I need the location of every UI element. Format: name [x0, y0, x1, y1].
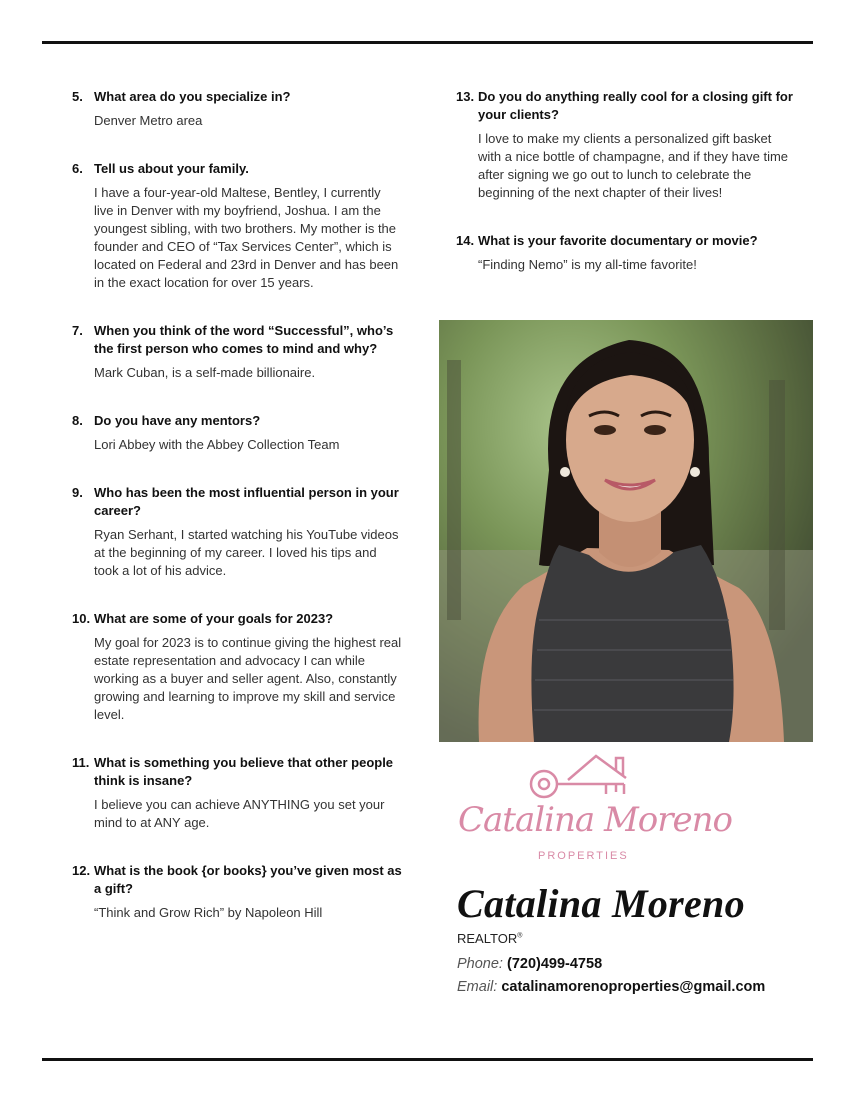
agent-name: Catalina Moreno	[457, 881, 745, 926]
answer: I love to make my clients a personalized gift basket with a nice bottle of champagne, and if they have time after signing we go out to lunch to celebrate the beginning of the next chapter of their lives!	[478, 131, 789, 200]
question-number: 11.	[72, 755, 90, 770]
question-text: Do you have any mentors?	[94, 413, 261, 428]
question-number: 7.	[72, 323, 83, 338]
question	[72, 88, 402, 106]
question-number: 6.	[72, 161, 83, 176]
question-number: 14.	[456, 233, 475, 248]
question-text: Tell us about your family.	[94, 161, 249, 176]
question-number: 5.	[72, 89, 83, 104]
answer: I have a four-year-old Maltese, Bentley, I currently live in Denver with my boyfriend, Joshua. I am the youngest sibling, with two brothers. My mother is the founder and CEO of “Tax Services Center”, which is located on Federal and 23rd in Denver and has been in the exact location for over 15 years.	[94, 185, 399, 290]
question-text: Do you do anything really cool for a closing gift for your clients?	[478, 89, 793, 122]
answer: “Think and Grow Rich” by Napoleon Hill	[94, 905, 323, 920]
question-number: 12.	[72, 863, 91, 878]
question	[456, 232, 796, 250]
registered-mark: ®	[517, 932, 523, 940]
agent-portrait-photo	[439, 320, 813, 742]
agent-title-text: REALTOR	[457, 931, 518, 946]
left-column	[72, 88, 402, 922]
phone-value[interactable]: (720)499-4758	[507, 956, 603, 972]
qa-item-6	[72, 160, 402, 292]
question	[72, 610, 402, 628]
question	[72, 484, 402, 520]
email-value[interactable]: catalinamorenoproperties@gmail.com	[501, 979, 766, 995]
email-label: Email:	[457, 979, 498, 995]
portrait-illustration	[439, 320, 813, 742]
agent-title	[457, 931, 522, 946]
question	[456, 88, 796, 124]
qa-item-11	[72, 754, 402, 832]
answer: Ryan Serhant, I started watching his YouTube videos at the beginning of my career. I loved his tips and took a lot of his advice.	[94, 527, 399, 578]
question-text: What area do you specialize in?	[94, 89, 291, 104]
qa-item-14	[456, 232, 796, 274]
question	[72, 754, 402, 790]
answer: Lori Abbey with the Abbey Collection Team	[94, 437, 340, 452]
question-text: What is the book {or books} you’ve given most as a gift?	[94, 863, 402, 896]
agent-phone	[457, 956, 602, 972]
answer: Denver Metro area	[94, 113, 203, 128]
question-number: 10.	[72, 611, 91, 626]
qa-item-12	[72, 862, 402, 922]
question-number: 8.	[72, 413, 83, 428]
question-number: 9.	[72, 485, 83, 500]
logo-script-text: Catalina Moreno	[458, 800, 732, 840]
company-logo	[456, 752, 732, 867]
question-text: When you think of the word “Successful”, who’s the first person who comes to mind and why?	[94, 323, 394, 356]
phone-label: Phone:	[457, 956, 503, 972]
question-text: What is your favorite documentary or movie?	[478, 233, 758, 248]
right-column	[456, 88, 796, 274]
qa-item-9	[72, 484, 402, 580]
question	[72, 160, 402, 178]
answer: I believe you can achieve ANYTHING you set your mind to at ANY age.	[94, 797, 385, 830]
qa-item-7	[72, 322, 402, 382]
question-number: 13.	[456, 89, 475, 104]
question	[72, 322, 402, 358]
bottom-rule	[42, 1058, 813, 1061]
question-text: Who has been the most influential person in your career?	[94, 485, 399, 518]
question-text: What is something you believe that other people think is insane?	[94, 755, 394, 788]
question	[72, 862, 402, 898]
answer: Mark Cuban, is a self-made billionaire.	[94, 365, 316, 380]
qa-item-13	[456, 88, 796, 202]
answer: My goal for 2023 is to continue giving the highest real estate representation and advocacy I can while working as a buyer and seller agent. Also, constantly growing and learning to improve my skill and service level.	[94, 635, 402, 722]
top-rule	[42, 41, 813, 44]
qa-item-5	[72, 88, 402, 130]
answer: “Finding Nemo” is my all-time favorite!	[478, 257, 697, 272]
logo-sub-text: PROPERTIES	[538, 850, 629, 862]
question-text: What are some of your goals for 2023?	[94, 611, 334, 626]
qa-item-8	[72, 412, 402, 454]
question	[72, 412, 402, 430]
qa-item-10	[72, 610, 402, 724]
agent-email	[457, 979, 765, 995]
